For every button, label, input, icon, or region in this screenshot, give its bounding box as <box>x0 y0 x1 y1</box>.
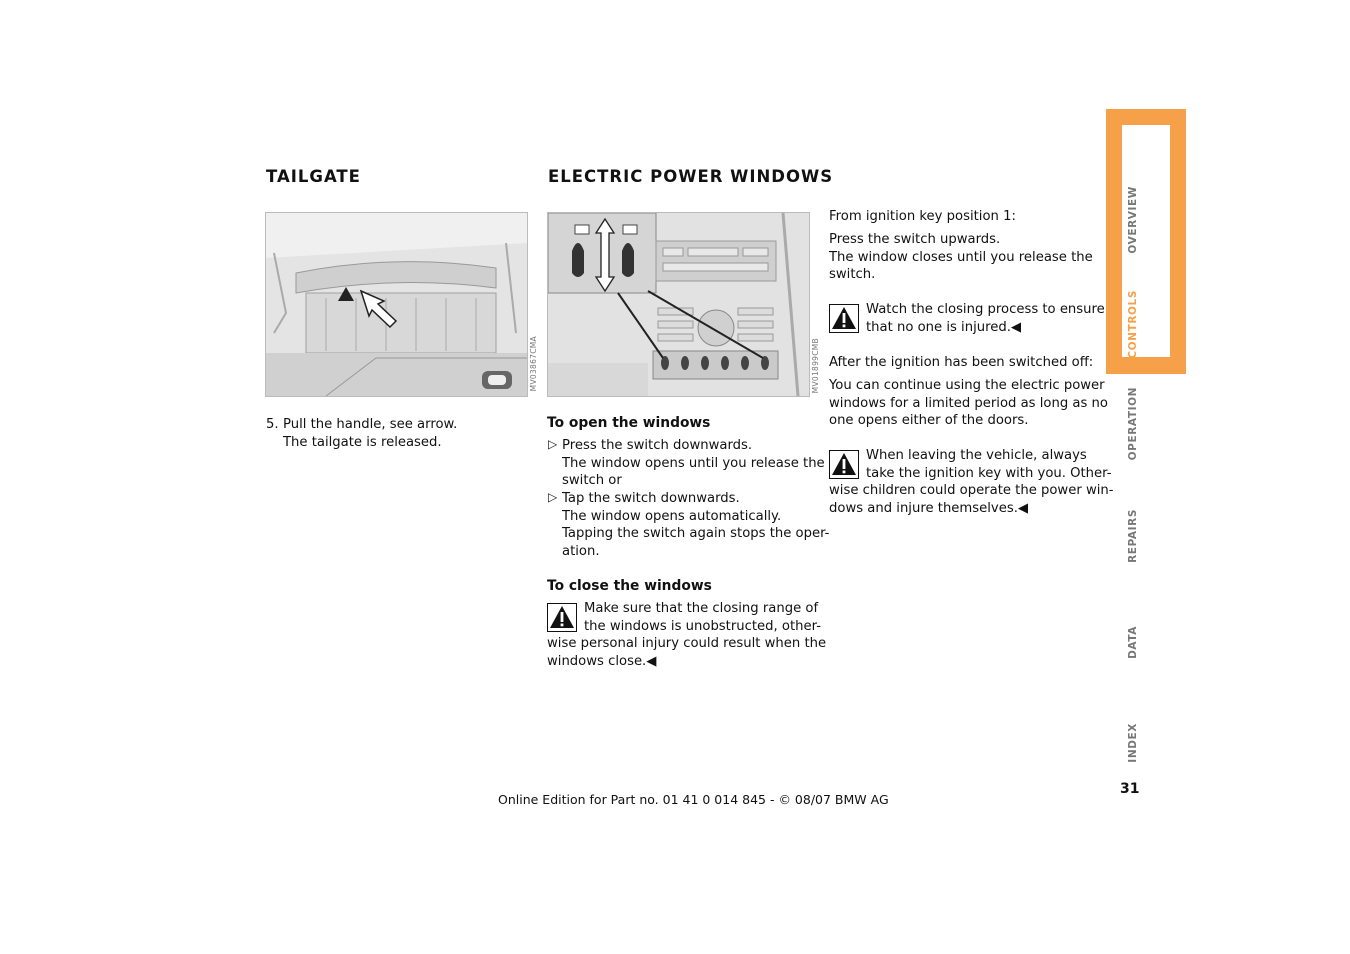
windows-figure <box>547 212 810 397</box>
text-line: Press the switch upwards. <box>829 232 1001 247</box>
text-line: one opens either of the doors. <box>829 413 1029 429</box>
tailgate-step-number: 5. <box>266 417 279 432</box>
text-line: You can continue using the electric power <box>829 378 1105 393</box>
open-windows-title: To open the windows <box>547 415 711 431</box>
tab-controls[interactable]: CONTROLS <box>1127 290 1139 359</box>
text-line: the windows is unobstructed, other- <box>584 618 821 634</box>
text-line: Pull the handle, see arrow. <box>283 417 458 432</box>
text-line: windows for a limited period as long as no <box>829 395 1108 411</box>
text-line: that no one is injured.◀ <box>866 319 1022 335</box>
bullet-icon: ▷ <box>548 490 558 504</box>
text-line: The window opens automatically. <box>562 508 782 524</box>
text-line: Make sure that the closing range of <box>584 601 819 616</box>
open-bullet-1 <box>562 437 825 490</box>
text-line: switch. <box>829 267 876 283</box>
close-windows-title: To close the windows <box>547 578 712 594</box>
text-line: wise children could operate the power win- <box>829 483 1114 499</box>
tailgate-step-text <box>283 416 457 451</box>
warning-leaving-head <box>866 447 1112 482</box>
footer-edition: Online Edition for Part no. 01 41 0 014 845 - © 08/07 BMW AG <box>498 792 889 807</box>
ignition-off-text: After the ignition has been switched off: <box>829 355 1094 370</box>
text-line: Press the switch downwards. <box>562 438 753 453</box>
text-line: Watch the closing process to ensure <box>866 302 1105 317</box>
warning-icon <box>829 450 859 479</box>
text-line: ation. <box>562 543 600 559</box>
text-line: take the ignition key with you. Other- <box>866 465 1112 481</box>
limited-period-text <box>829 377 1108 430</box>
open-bullet-2 <box>562 490 829 560</box>
warning-leaving-tail <box>829 482 1114 517</box>
end-mark-icon: ◀ <box>1017 500 1029 516</box>
tab-repairs[interactable]: REPAIRS <box>1127 509 1139 563</box>
windows-heading: ELECTRIC POWER WINDOWS <box>548 167 834 186</box>
end-mark-icon: ◀ <box>646 653 657 669</box>
text-line: The window closes until you release the <box>829 249 1093 265</box>
close-instructions <box>829 231 1093 284</box>
tailgate-heading: TAILGATE <box>266 167 361 186</box>
tailgate-figure-code: MV03867CMA <box>529 336 538 392</box>
text-line: Tapping the switch again stops the oper- <box>562 526 830 542</box>
text-line: The tailgate is released. <box>283 434 442 450</box>
text-line: Tap the switch downwards. <box>562 491 740 506</box>
warning-icon <box>547 603 577 632</box>
end-mark-icon: ◀ <box>1010 319 1022 335</box>
page-number: 31 <box>1120 781 1140 797</box>
text-line: When leaving the vehicle, always <box>866 448 1087 463</box>
text-line: switch or <box>562 473 622 489</box>
tab-operation[interactable]: OPERATION <box>1127 387 1139 461</box>
bullet-icon: ▷ <box>548 437 558 451</box>
text-line: windows close.◀ <box>547 653 657 669</box>
warning-icon <box>829 304 859 333</box>
tab-index[interactable]: INDEX <box>1127 723 1139 763</box>
tailgate-figure <box>265 212 528 397</box>
tab-data[interactable]: DATA <box>1127 626 1139 659</box>
tab-overview[interactable]: OVERVIEW <box>1127 186 1139 254</box>
windows-figure-code: MV01899CMB <box>811 338 820 394</box>
ignition-position-text: From ignition key position 1: <box>829 209 1016 224</box>
close-warning-tail <box>547 635 826 670</box>
text-line: dows and injure themselves.◀ <box>829 500 1029 516</box>
warning-closing-process <box>866 301 1105 336</box>
text-line: wise personal injury could result when the <box>547 636 827 652</box>
close-warning-head <box>584 600 821 635</box>
text-line: The window opens until you release the <box>562 455 825 471</box>
